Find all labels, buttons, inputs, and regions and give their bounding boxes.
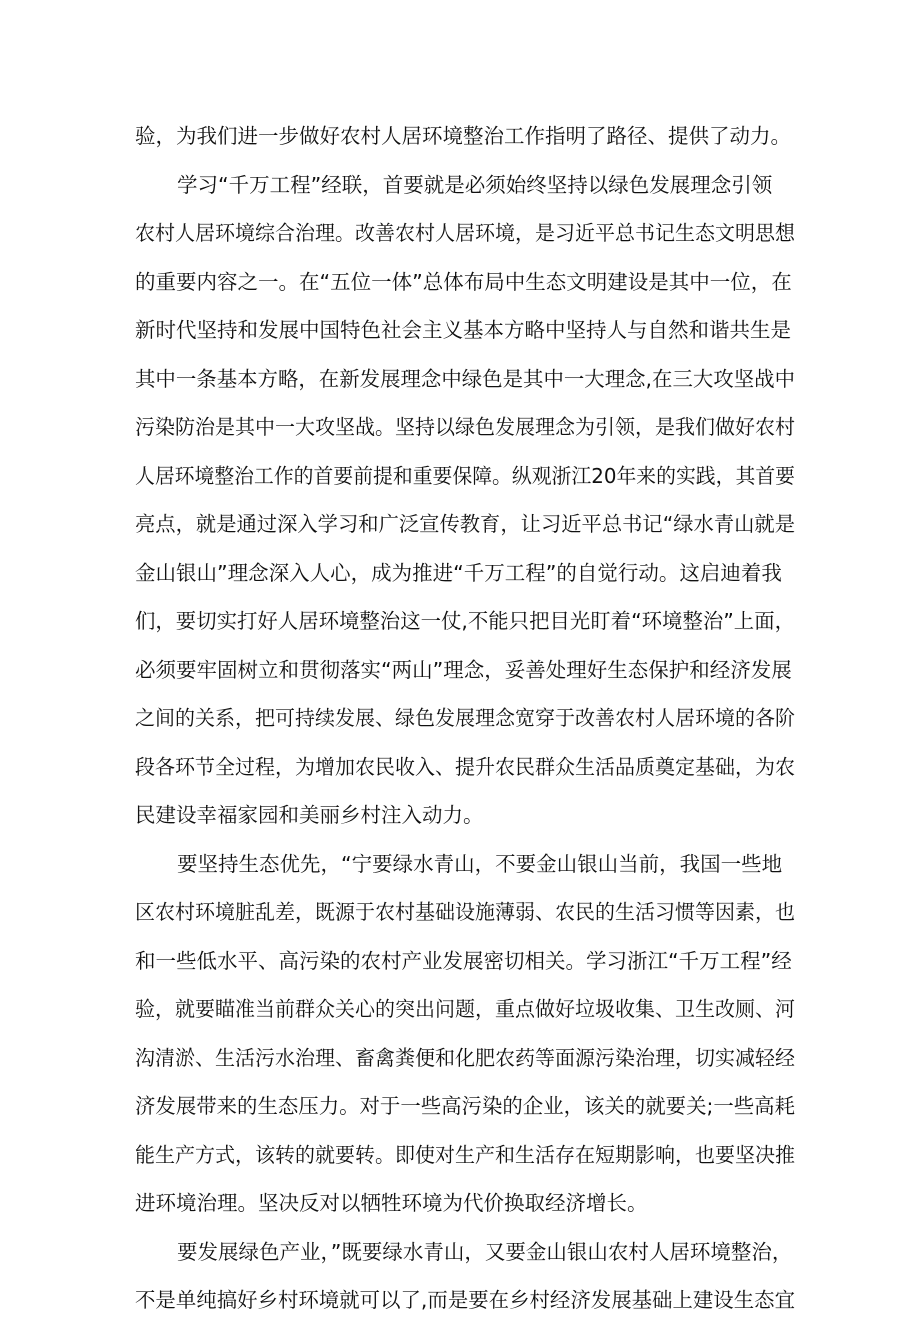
text-line: 进环境治理。坚决反对以牺牲环境为代价换取经济增长。 [135,1191,648,1215]
text-line: 济发展带来的生态压力。对于一些高污染的企业，该关的就要关;一些高耗 [135,1094,795,1118]
text-line: 要坚持生态优先，“宁要绿水青山，不要金山银山当前，我国一些地 [177,851,783,876]
text-line: 验，为我们进一步做好农村人居环境整治工作指明了路径、提供了动力。 [135,124,791,148]
text-line: 不是单纯搞好乡村环境就可以了,而是要在乡村经济发展基础上建设生态宜 [135,1288,795,1312]
text-line: 验，就要瞄准当前群众关心的突出问题，重点做好垃圾收集、卫生改厕、河 [135,997,795,1021]
body-text [135,112,795,1325]
text-line: 能生产方式，该转的就要转。即使对生产和生活存在短期影响，也要坚决推 [135,1142,795,1167]
text-line: 金山银山”理念深入人心，成为推进“千万工程”的自觉行动。这启迪着我 [135,560,782,585]
text-line: 新时代坚持和发展中国特色社会主义基本方略中坚持人与自然和谐共生是 [135,318,791,342]
text-line: 的重要内容之一。在“五位一体”总体布局中生态文明建设是其中一位，在 [135,269,792,294]
text-line: 们，要切实打好人居环境整治这一仗,不能只把目光盯着“环境整治”上面， [135,609,795,633]
text-line: 学习“千万工程”经联，首要就是必须始终坚持以绿色发展理念引领 [177,172,773,197]
text-line: 沟清淤、生活污水治理、畜禽粪便和化肥农药等面源污染治理，切实减轻经 [135,1045,795,1070]
text-line: 其中一条基本方略，在新发展理念中绿色是其中一大理念,在三大攻坚战中 [135,366,795,391]
text-line: 区农村环境脏乱差，既源于农村基础设施薄弱、农民的生活习惯等因素，也 [135,900,795,924]
text-line: 污染防治是其中一大攻坚战。坚持以绿色发展理念为引领，是我们做好农村 [135,415,795,439]
text-line: 和一些低水平、高污染的农村产业发展密切相关。学习浙江“千万工程”经 [135,948,792,973]
text-line: 之间的关系，把可持续发展、绿色发展理念宽穿于改善农村人居环境的各阶 [135,706,795,730]
text-line: 农村人居环境综合治理。改善农村人居环境，是习近平总书记生态文明思想 [135,221,795,245]
text-line: 人居环境整治工作的首要前提和重要保障。纵观浙江20年来的实践，其首要 [135,463,795,488]
text-line: 段各环节全过程，为增加农民收入、提升农民群众生活品质奠定基础，为农 [135,754,795,779]
text-line: 必须要牢固树立和贯彻落实“两山”理念，妥善处理好生态保护和经济发展 [135,657,792,682]
text-line: 亮点，就是通过深入学习和广泛宣传教育，让习近平总书记“绿水青山就是 [135,512,795,536]
text-line: 民建设幸福家园和美丽乡村注入动力。 [135,803,484,827]
text-line: 要发展绿色产业，”既要绿水青山，又要金山银山农村人居环境整治， [177,1239,793,1264]
